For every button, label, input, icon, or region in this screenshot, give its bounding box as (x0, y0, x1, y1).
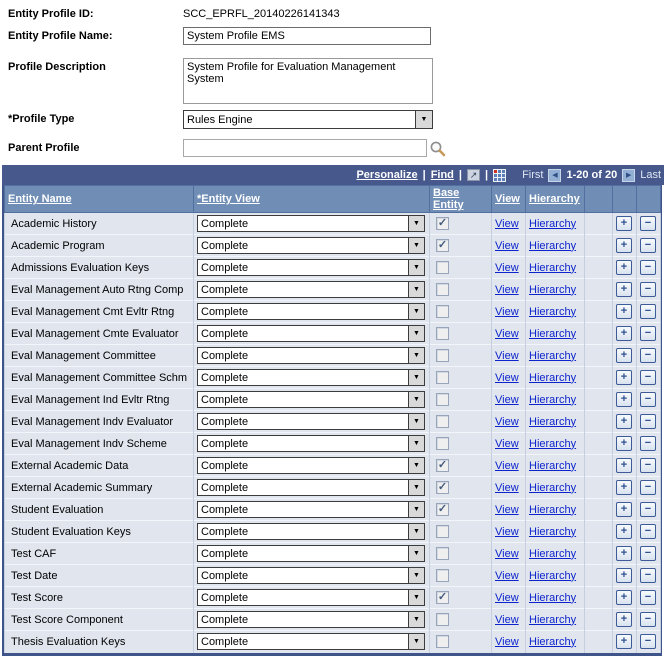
remove-row-button[interactable]: − (640, 480, 656, 495)
entity-view-select[interactable] (197, 325, 425, 342)
table-row (5, 477, 661, 499)
entity-view-value: Complete (201, 218, 249, 230)
chevron-down-icon: ▼ (408, 260, 424, 275)
add-row-button[interactable]: + (616, 392, 632, 407)
chevron-down-icon: ▼ (408, 634, 424, 649)
add-row-button[interactable]: + (616, 436, 632, 451)
hierarchy-link[interactable]: Hierarchy (529, 283, 577, 296)
remove-row-button[interactable]: − (640, 282, 656, 297)
table-row (5, 565, 661, 587)
chevron-down-icon: ▼ (408, 216, 424, 231)
base-entity-checkbox[interactable] (436, 349, 449, 362)
view-link[interactable]: View (495, 547, 519, 560)
blank-cell (585, 433, 613, 455)
base-entity-checkbox[interactable] (436, 327, 449, 340)
entity-view-select[interactable] (197, 501, 425, 518)
hierarchy-link[interactable]: Hierarchy (529, 635, 577, 648)
column-header-base-entity[interactable]: Base Entity (433, 187, 464, 211)
view-link[interactable]: View (495, 613, 519, 626)
remove-row-button[interactable]: − (640, 414, 656, 429)
chevron-down-icon: ▼ (408, 458, 424, 473)
hierarchy-link[interactable]: Hierarchy (529, 217, 577, 230)
entity-view-value: Complete (201, 328, 249, 340)
entity-name: Thesis Evaluation Keys (11, 635, 126, 648)
table-row (5, 345, 661, 367)
table-row (5, 213, 661, 235)
add-row-button[interactable]: + (616, 590, 632, 605)
base-entity-checkbox[interactable] (436, 437, 449, 450)
entity-view-value: Complete (201, 394, 249, 406)
entity-name: Eval Management Ind Evltr Rtng (11, 393, 170, 406)
chevron-down-icon: ▼ (408, 304, 424, 319)
remove-row-button[interactable]: − (640, 436, 656, 451)
entity-name: Student Evaluation Keys (11, 525, 131, 538)
entity-name: Academic History (11, 217, 97, 230)
view-link[interactable]: View (495, 525, 519, 538)
entity-name: Test CAF (11, 547, 57, 560)
entity-name: Test Date (11, 569, 58, 582)
column-header-entity-name[interactable]: Entity Name (8, 193, 72, 205)
blank-cell (585, 455, 613, 477)
base-entity-checkbox[interactable]: ✓ (437, 239, 448, 251)
pager-next-icon[interactable]: ▶ (622, 169, 635, 182)
blank-cell (585, 323, 613, 345)
remove-row-button[interactable]: − (640, 590, 656, 605)
add-row-button[interactable]: + (616, 414, 632, 429)
blank-cell (585, 565, 613, 587)
blank-cell (585, 631, 613, 653)
add-row-button[interactable]: + (616, 524, 632, 539)
add-row-button[interactable]: + (616, 326, 632, 341)
view-link[interactable]: View (495, 371, 519, 384)
entity-view-value: Complete (201, 592, 249, 604)
table-row (5, 499, 661, 521)
table-row (5, 389, 661, 411)
add-row-button[interactable]: + (616, 370, 632, 385)
base-entity-checkbox[interactable] (436, 525, 449, 538)
table-row (5, 301, 661, 323)
chevron-down-icon: ▼ (408, 568, 424, 583)
view-link[interactable]: View (495, 217, 519, 230)
base-entity-checkbox[interactable] (436, 613, 449, 626)
blank-cell (585, 521, 613, 543)
remove-row-button[interactable]: − (640, 568, 656, 583)
table-row (5, 521, 661, 543)
view-link[interactable]: View (495, 635, 519, 648)
hierarchy-link[interactable]: Hierarchy (529, 569, 577, 582)
base-entity-checkbox[interactable] (436, 261, 449, 274)
blank-cell (585, 213, 613, 235)
remove-row-button[interactable]: − (640, 502, 656, 517)
entity-view-select[interactable] (197, 369, 425, 386)
chevron-down-icon: ▼ (408, 480, 424, 495)
view-link[interactable]: View (495, 415, 519, 428)
blank-cell (585, 543, 613, 565)
add-row-button[interactable]: + (616, 282, 632, 297)
column-header-view[interactable]: View (495, 193, 520, 205)
table-row (5, 609, 661, 631)
column-header-entity-view[interactable]: *Entity View (197, 193, 260, 205)
entity-view-value: Complete (201, 570, 249, 582)
blank-cell (585, 257, 613, 279)
entity-name: Academic Program (11, 239, 105, 252)
remove-row-button[interactable]: − (640, 392, 656, 407)
entity-view-value: Complete (201, 284, 249, 296)
blank-cell (585, 411, 613, 433)
entity-name: Test Score (11, 591, 63, 604)
remove-row-button[interactable]: − (640, 260, 656, 275)
hierarchy-link[interactable]: Hierarchy (529, 547, 577, 560)
chevron-down-icon: ▼ (408, 348, 424, 363)
entity-view-select[interactable] (197, 567, 425, 584)
entity-view-select[interactable] (197, 545, 425, 562)
pager-first-label[interactable]: First (522, 169, 544, 181)
table-row (5, 433, 661, 455)
chevron-down-icon: ▼ (408, 546, 424, 561)
column-header-add (613, 186, 637, 213)
table-row (5, 279, 661, 301)
chevron-down-icon: ▼ (408, 612, 424, 627)
base-entity-checkbox[interactable]: ✓ (437, 503, 448, 515)
personalize-link[interactable]: Personalize (356, 169, 418, 181)
remove-row-button[interactable]: − (640, 546, 656, 561)
entity-view-value: Complete (201, 460, 249, 472)
chevron-down-icon: ▼ (408, 282, 424, 297)
column-header-remove (637, 186, 661, 213)
base-entity-checkbox[interactable] (436, 305, 449, 318)
entity-grid (2, 165, 662, 656)
chevron-down-icon: ▼ (408, 524, 424, 539)
table-header-row (5, 186, 661, 213)
entity-view-select[interactable] (197, 303, 425, 320)
chevron-down-icon: ▼ (408, 370, 424, 385)
entity-view-value: Complete (201, 438, 249, 450)
toolbar-separator: | (458, 169, 462, 181)
entity-view-select[interactable] (197, 479, 425, 496)
entity-view-select[interactable] (197, 633, 425, 650)
entity-name: External Academic Summary (11, 481, 153, 494)
add-row-button[interactable]: + (616, 502, 632, 517)
add-row-button[interactable]: + (616, 238, 632, 253)
add-row-button[interactable]: + (616, 480, 632, 495)
entity-view-select[interactable] (197, 237, 425, 254)
entity-view-value: Complete (201, 482, 249, 494)
blank-cell (585, 499, 613, 521)
remove-row-button[interactable]: − (640, 348, 656, 363)
entity-view-value: Complete (201, 372, 249, 384)
table-row (5, 587, 661, 609)
entity-view-value: Complete (201, 548, 249, 560)
entity-view-select[interactable] (197, 435, 425, 452)
entity-name: Eval Management Auto Rtng Comp (11, 283, 184, 296)
entity-view-value: Complete (201, 504, 249, 516)
download-grid-icon[interactable] (493, 169, 506, 182)
entity-name: Eval Management Cmt Evltr Rtng (11, 305, 175, 318)
entity-name: External Academic Data (11, 459, 129, 472)
profile-description-label: Profile Description (8, 61, 106, 73)
pager-last-label[interactable]: Last (640, 169, 661, 181)
base-entity-checkbox[interactable] (436, 393, 449, 406)
base-entity-checkbox[interactable] (436, 635, 449, 648)
view-link[interactable]: View (495, 393, 519, 406)
view-link[interactable]: View (495, 349, 519, 362)
profile-type-value: Rules Engine (187, 114, 253, 126)
chevron-down-icon: ▼ (408, 392, 424, 407)
table-row (5, 235, 661, 257)
remove-row-button[interactable]: − (640, 458, 656, 473)
entity-view-select[interactable] (197, 215, 425, 232)
base-entity-checkbox[interactable]: ✓ (437, 217, 448, 229)
entity-name: Eval Management Indv Scheme (11, 437, 167, 450)
hierarchy-link[interactable]: Hierarchy (529, 239, 577, 252)
table-row (5, 257, 661, 279)
remove-row-button[interactable]: − (640, 238, 656, 253)
entity-view-select[interactable] (197, 611, 425, 628)
zoom-popup-icon[interactable]: ↗ (467, 169, 480, 181)
blank-cell (585, 301, 613, 323)
add-row-button[interactable]: + (616, 634, 632, 649)
entity-name: Eval Management Cmte Evaluator (11, 327, 179, 340)
find-link[interactable]: Find (430, 169, 454, 181)
entity-profile-id-value: SCC_EPRFL_20140226141343 (183, 8, 340, 20)
view-link[interactable]: View (495, 503, 519, 516)
blank-cell (585, 345, 613, 367)
parent-profile-label: Parent Profile (8, 142, 80, 154)
chevron-down-icon: ▼ (408, 238, 424, 253)
hierarchy-link[interactable]: Hierarchy (529, 327, 577, 340)
hierarchy-link[interactable]: Hierarchy (529, 525, 577, 538)
hierarchy-link[interactable]: Hierarchy (529, 591, 577, 604)
entity-view-select[interactable] (197, 259, 425, 276)
entity-profile-name-label: Entity Profile Name: (8, 30, 113, 42)
search-icon[interactable] (429, 140, 446, 157)
view-link[interactable]: View (495, 569, 519, 582)
chevron-down-icon: ▼ (408, 502, 424, 517)
column-header-hierarchy[interactable]: Hierarchy (529, 193, 580, 205)
entity-table (4, 185, 661, 653)
entity-name: Test Score Component (11, 613, 123, 626)
profile-type-label: *Profile Type (8, 113, 75, 125)
entity-view-value: Complete (201, 416, 249, 428)
blank-cell (585, 609, 613, 631)
base-entity-checkbox[interactable]: ✓ (437, 481, 448, 493)
entity-view-select[interactable] (197, 347, 425, 364)
view-link[interactable]: View (495, 261, 519, 274)
base-entity-checkbox[interactable]: ✓ (437, 459, 448, 471)
entity-view-value: Complete (201, 526, 249, 538)
entity-view-select[interactable] (197, 413, 425, 430)
entity-profile-form (0, 0, 664, 157)
add-row-button[interactable]: + (616, 348, 632, 363)
blank-cell (585, 235, 613, 257)
remove-row-button[interactable]: − (640, 216, 656, 231)
hierarchy-link[interactable]: Hierarchy (529, 415, 577, 428)
hierarchy-link[interactable]: Hierarchy (529, 503, 577, 516)
remove-row-button[interactable]: − (640, 326, 656, 341)
chevron-down-icon: ▼ (408, 326, 424, 341)
entity-view-select[interactable] (197, 391, 425, 408)
add-row-button[interactable]: + (616, 216, 632, 231)
add-row-button[interactable]: + (616, 304, 632, 319)
entity-view-value: Complete (201, 240, 249, 252)
base-entity-checkbox[interactable] (436, 283, 449, 296)
remove-row-button[interactable]: − (640, 524, 656, 539)
blank-cell (585, 389, 613, 411)
entity-view-value: Complete (201, 306, 249, 318)
entity-view-value: Complete (201, 350, 249, 362)
chevron-down-icon: ▼ (408, 436, 424, 451)
toolbar-separator: | (422, 169, 426, 181)
blank-cell (585, 477, 613, 499)
chevron-down-icon: ▼ (415, 111, 432, 128)
hierarchy-link[interactable]: Hierarchy (529, 305, 577, 318)
remove-row-button[interactable]: − (640, 634, 656, 649)
table-row (5, 631, 661, 653)
grid-toolbar (2, 165, 664, 185)
table-row (5, 323, 661, 345)
table-row (5, 411, 661, 433)
view-link[interactable]: View (495, 305, 519, 318)
pager-prev-icon[interactable]: ◀ (548, 169, 561, 182)
chevron-down-icon: ▼ (408, 414, 424, 429)
entity-name: Eval Management Indv Evaluator (11, 415, 174, 428)
table-row (5, 367, 661, 389)
entity-view-select[interactable] (197, 523, 425, 540)
hierarchy-link[interactable]: Hierarchy (529, 349, 577, 362)
hierarchy-link[interactable]: Hierarchy (529, 393, 577, 406)
base-entity-checkbox[interactable] (436, 415, 449, 428)
blank-cell (585, 587, 613, 609)
entity-view-value: Complete (201, 636, 249, 649)
add-row-button[interactable]: + (616, 546, 632, 561)
entity-name: Admissions Evaluation Keys (11, 261, 150, 274)
profile-type-select[interactable] (183, 110, 433, 129)
view-link[interactable]: View (495, 591, 519, 604)
entity-profile-id-label: Entity Profile ID: (8, 8, 94, 20)
pager-range: 1-20 of 20 (566, 169, 618, 181)
entity-view-value: Complete (201, 262, 249, 274)
view-link[interactable]: View (495, 459, 519, 472)
hierarchy-link[interactable]: Hierarchy (529, 481, 577, 494)
parent-profile-input[interactable] (183, 139, 427, 157)
hierarchy-link[interactable]: Hierarchy (529, 437, 577, 450)
hierarchy-link[interactable]: Hierarchy (529, 613, 577, 626)
entity-name: Eval Management Committee Schm (11, 371, 188, 384)
entity-view-select[interactable] (197, 457, 425, 474)
profile-description-textarea[interactable] (183, 58, 433, 104)
entity-profile-name-input[interactable] (183, 27, 431, 45)
grid-pager (522, 169, 661, 182)
entity-name: Student Evaluation (11, 503, 104, 516)
remove-row-button[interactable]: − (640, 612, 656, 627)
blank-cell (585, 367, 613, 389)
base-entity-checkbox[interactable]: ✓ (437, 591, 448, 603)
column-header-blank (585, 186, 613, 213)
entity-view-select[interactable] (197, 281, 425, 298)
toolbar-separator: | (484, 169, 489, 181)
remove-row-button[interactable]: − (640, 304, 656, 319)
base-entity-checkbox[interactable] (436, 569, 449, 582)
hierarchy-link[interactable]: Hierarchy (529, 459, 577, 472)
blank-cell (585, 279, 613, 301)
add-row-button[interactable]: + (616, 612, 632, 627)
view-link[interactable]: View (495, 437, 519, 450)
remove-row-button[interactable]: − (640, 370, 656, 385)
view-link[interactable]: View (495, 481, 519, 494)
table-row (5, 455, 661, 477)
view-link[interactable]: View (495, 327, 519, 340)
hierarchy-link[interactable]: Hierarchy (529, 371, 577, 384)
hierarchy-link[interactable]: Hierarchy (529, 261, 577, 274)
add-row-button[interactable]: + (616, 568, 632, 583)
view-link[interactable]: View (495, 239, 519, 252)
view-link[interactable]: View (495, 283, 519, 296)
add-row-button[interactable]: + (616, 458, 632, 473)
table-row (5, 543, 661, 565)
entity-view-value: Complete (201, 614, 249, 626)
base-entity-checkbox[interactable] (436, 371, 449, 384)
add-row-button[interactable]: + (616, 260, 632, 275)
entity-view-select[interactable] (197, 589, 425, 606)
entity-name: Eval Management Committee (11, 349, 156, 362)
base-entity-checkbox[interactable] (436, 547, 449, 560)
chevron-down-icon: ▼ (408, 590, 424, 605)
